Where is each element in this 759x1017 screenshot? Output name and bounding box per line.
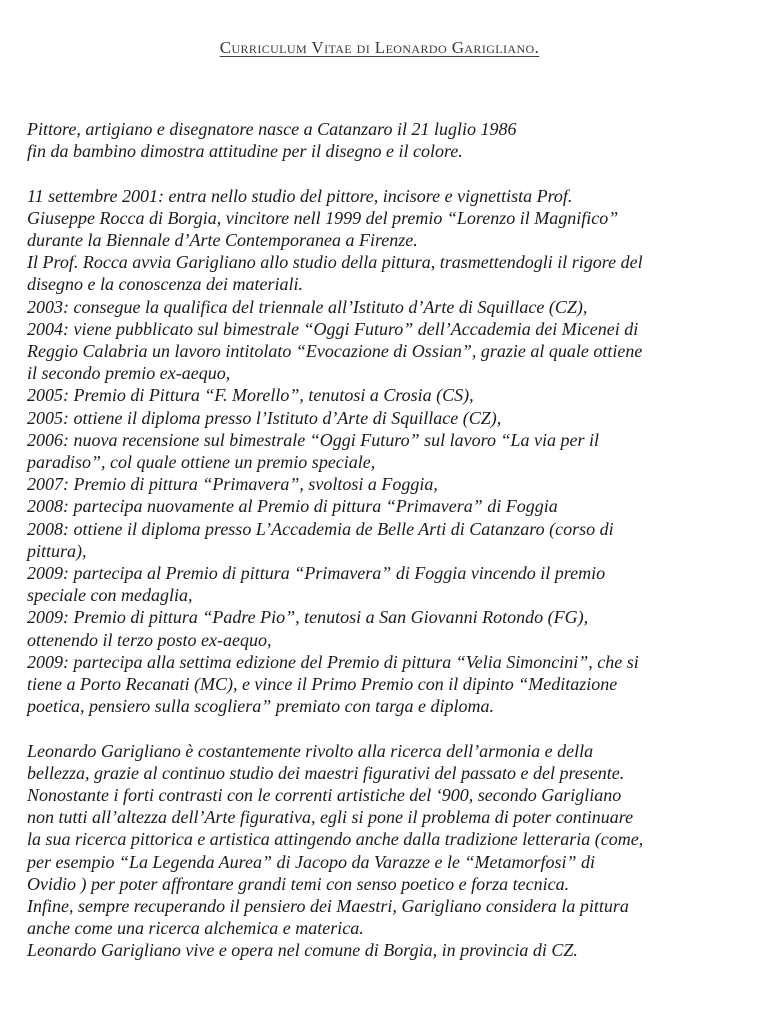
text-line: 2003: consegue la qualifica del triennale all’Istituto d’Arte di Squillace (CZ), xyxy=(27,296,588,317)
text-line: fin da bambino dimostra attitudine per il disegno e il colore. xyxy=(27,141,463,162)
text-line: Reggio Calabria un lavoro intitolato “Evocazione di Ossian”, grazie al quale ottiene xyxy=(27,341,643,362)
text-line: il secondo premio ex-aequo, xyxy=(27,363,231,384)
text-line: 2004: viene pubblicato sul bimestrale “Oggi Futuro” dell’Accademia dei Micenei di xyxy=(27,318,639,339)
text-line: speciale con medaglia, xyxy=(27,585,193,606)
text-line: 2005: ottiene il diploma presso l’Istituto d’Arte di Squillace (CZ), xyxy=(27,407,502,428)
paragraph-3 xyxy=(27,740,752,962)
text-line: la sua ricerca pittorica e artistica attingendo anche dalla tradizione letteraria (come, xyxy=(27,829,644,850)
text-line: Il Prof. Rocca avvia Garigliano allo studio della pittura, trasmettendogli il rigore del xyxy=(27,252,643,273)
text-line: bellezza, grazie al continuo studio dei maestri figurativi del passato e del presente. xyxy=(27,762,625,783)
text-line: 2008: ottiene il diploma presso L’Accademia de Belle Arti di Catanzaro (corso di xyxy=(27,518,614,539)
text-line: anche come una ricerca alchemica e materica. xyxy=(27,918,364,939)
text-line: 11 settembre 2001: entra nello studio del pittore, incisore e vignettista Prof. xyxy=(27,185,573,206)
text-line: tiene a Porto Recanati (MC), e vince il Primo Premio con il dipinto “Meditazione xyxy=(27,674,618,695)
text-line: Nonostante i forti contrasti con le correnti artistiche del ‘900, secondo Garigliano xyxy=(27,785,622,806)
text-line: Giuseppe Rocca di Borgia, vincitore nell 1999 del premio “Lorenzo il Magnifico” xyxy=(27,207,619,228)
text-line: 2006: nuova recensione sul bimestrale “Oggi Futuro” sul lavoro “La via per il xyxy=(27,429,599,450)
text-line: poetica, pensiero sulla scogliera” premiato con targa e diploma. xyxy=(27,696,494,717)
text-line: per esempio “La Legenda Aurea” di Jacopo da Varazze e le “Metamorfosi” di xyxy=(27,851,595,872)
paragraph-gap xyxy=(27,717,752,739)
text-line: 2005: Premio di Pittura “F. Morello”, tenutosi a Crosia (CS), xyxy=(27,385,474,406)
text-line: paradiso”, col quale ottiene un premio speciale, xyxy=(27,452,376,473)
text-line: disegno e la conoscenza dei materiali. xyxy=(27,274,303,295)
text-line: durante la Biennale d’Arte Contemporanea a Firenze. xyxy=(27,230,418,250)
paragraph-gap xyxy=(27,162,752,184)
text-line: Pittore, artigiano e disegnatore nasce a Catanzaro il 21 luglio 1986 xyxy=(27,119,517,139)
text-line: Infine, sempre recuperando il pensiero dei Maestri, Garigliano considera la pittura xyxy=(27,896,629,917)
document-title: Curriculum Vitae di Leonardo Garigliano. xyxy=(219,38,540,57)
text-line: non tutti all’altezza dell’Arte figurativa, egli si pone il problema di poter continuare xyxy=(27,807,634,828)
text-line: 2007: Premio di pittura “Primavera”, svoltosi a Foggia, xyxy=(27,474,438,495)
document-body xyxy=(27,118,752,962)
text-line: pittura), xyxy=(27,540,87,561)
paragraph-2 xyxy=(27,185,752,718)
text-line: Ovidio ) per poter affrontare grandi temi con senso poetico e forza tecnica. xyxy=(27,873,570,894)
text-line: Leonardo Garigliano è costantemente rivolto alla ricerca dell’armonia e della xyxy=(27,740,594,761)
text-line: ottenendo il terzo posto ex-aequo, xyxy=(27,629,272,650)
text-line: Leonardo Garigliano vive e opera nel comune di Borgia, in provincia di CZ. xyxy=(27,940,578,961)
text-line: 2009: partecipa alla settima edizione del Premio di pittura “Velia Simoncini”, che si xyxy=(27,651,639,672)
text-line: 2009: Premio di pittura “Padre Pio”, tenutosi a San Giovanni Rotondo (FG), xyxy=(27,607,589,628)
paragraph-1 xyxy=(27,118,752,162)
text-line: 2009: partecipa al Premio di pittura “Primavera” di Foggia vincendo il premio xyxy=(27,563,606,584)
text-line: 2008: partecipa nuovamente al Premio di pittura “Primavera” di Foggia xyxy=(27,496,558,517)
